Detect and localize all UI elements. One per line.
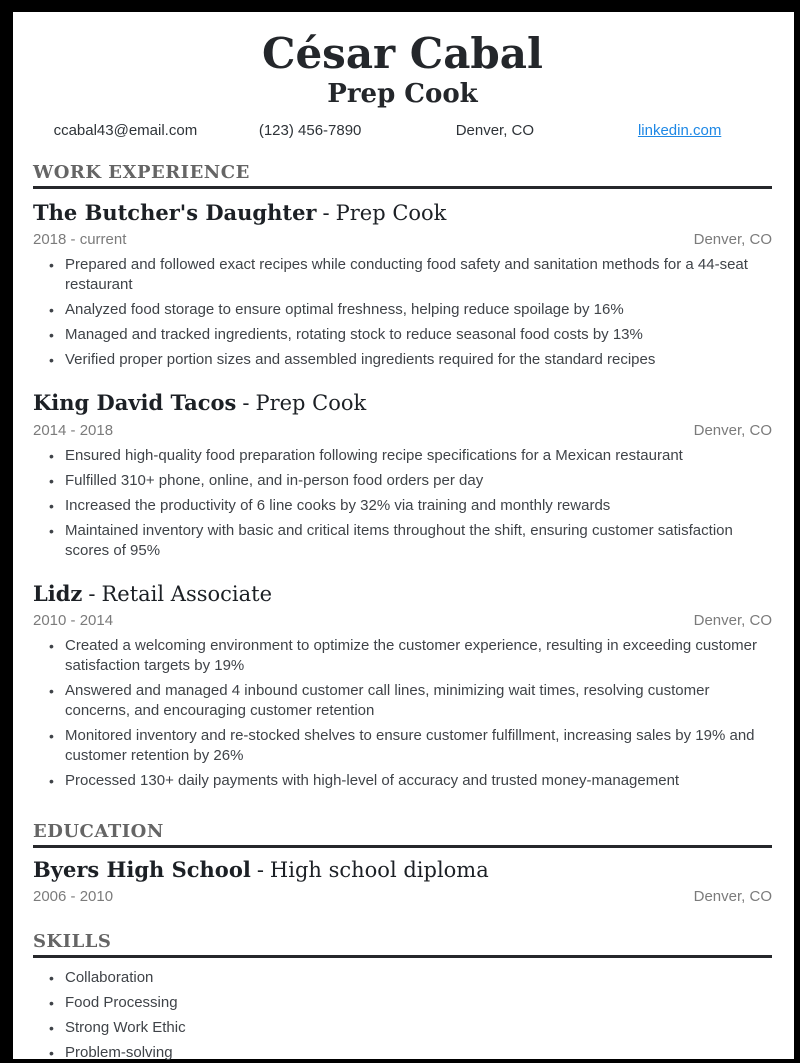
job-location: Denver, CO [693,421,772,439]
company-name: Lidz [33,580,83,606]
job-meta-row [33,422,772,439]
skills-list [33,968,772,1063]
job-role: Prep Cook [335,201,447,226]
work-experience-heading: WORK EXPERIENCE [33,162,772,189]
contact-row [33,122,772,139]
bullet-item: • Increased the productivity of 6 line cooks by 32% via training and monthly rewards [33,496,772,516]
job-dates: 2018 - current [33,231,127,249]
bullet-item: • Analyzed food storage to ensure optimal freshness, helping reduce spoilage by 16% [33,300,772,320]
degree-name: High school diploma [269,857,489,882]
job-title-row [33,581,772,607]
job-location: Denver, CO [693,231,772,249]
contact-phone: (123) 456-7890 [258,122,362,140]
bullet-item: • Processed 130+ daily payments with high-level of accuracy and trusted money-management [33,771,772,791]
education-meta-row [33,888,772,905]
job-dates: 2010 - 2014 [33,611,114,629]
education-section [33,821,772,905]
title-separator: - [322,201,330,226]
bullet-item: • Maintained inventory with basic and critical items throughout the shift, ensuring customer satisfaction scores of 95% [33,521,772,561]
job-title-row [33,390,772,416]
work-experience-section [33,162,772,791]
education-title-row [33,857,772,883]
bullet-item: • Managed and tracked ingredients, rotating stock to reduce seasonal food costs by 13% [33,325,772,345]
company-name: King David Tacos [33,390,237,416]
bullet-item: • Created a welcoming environment to optimize the customer experience, resulting in exceeding customer satisfaction targets by 19% [33,636,772,676]
candidate-name: César Cabal [262,29,543,78]
skill-item: • Strong Work Ethic [33,1018,772,1038]
linkedin-link[interactable]: linkedin.com [637,122,722,140]
contact-email: ccabal43@email.com [53,122,198,140]
bullet-item: • Ensured high-quality food preparation following recipe specifications for a Mexican restaurant [33,446,772,466]
candidate-job-title: Prep Cook [327,79,478,110]
job-dates: 2014 - 2018 [33,421,114,439]
skills-section [33,931,772,1063]
job-bullets [33,255,772,370]
job-location: Denver, CO [693,611,772,629]
title-separator: - [242,391,250,416]
bullet-item: • Fulfilled 310+ phone, online, and in-person food orders per day [33,471,772,491]
bullet-item: • Prepared and followed exact recipes while conducting food safety and sanitation methods for a 44-seat restaurant [33,255,772,295]
job-role: Retail Associate [101,581,273,606]
resume-page [13,12,794,1062]
skill-item: • Food Processing [33,993,772,1013]
title-separator: - [256,857,264,882]
title-separator: - [88,581,96,606]
job-meta-row [33,612,772,629]
company-name: The Butcher's Daughter [33,200,317,226]
job-entry [33,581,772,791]
education-dates: 2006 - 2010 [33,888,114,906]
bullet-item: • Answered and managed 4 inbound customer call lines, minimizing wait times, resolving customer concerns, and encouraging customer retention [33,681,772,721]
education-heading: EDUCATION [33,821,772,848]
school-name: Byers High School [33,856,251,882]
job-entry [33,390,772,560]
education-entry [33,857,772,905]
bullet-item: • Monitored inventory and re-stocked shelves to ensure customer fulfillment, increasing sales by 19% and customer retention by 26% [33,726,772,766]
job-bullets [33,446,772,561]
job-role: Prep Cook [255,391,367,416]
skill-item: • Collaboration [33,968,772,988]
education-location: Denver, CO [693,888,772,906]
job-title-row [33,200,772,226]
job-bullets [33,636,772,791]
skill-item: • Problem-solving [33,1043,772,1063]
bullet-item: • Verified proper portion sizes and assembled ingredients required for the standard recipes [33,350,772,370]
skills-heading: SKILLS [33,931,772,958]
job-meta-row [33,231,772,248]
job-entry [33,200,772,370]
contact-location: Denver, CO [455,122,535,140]
